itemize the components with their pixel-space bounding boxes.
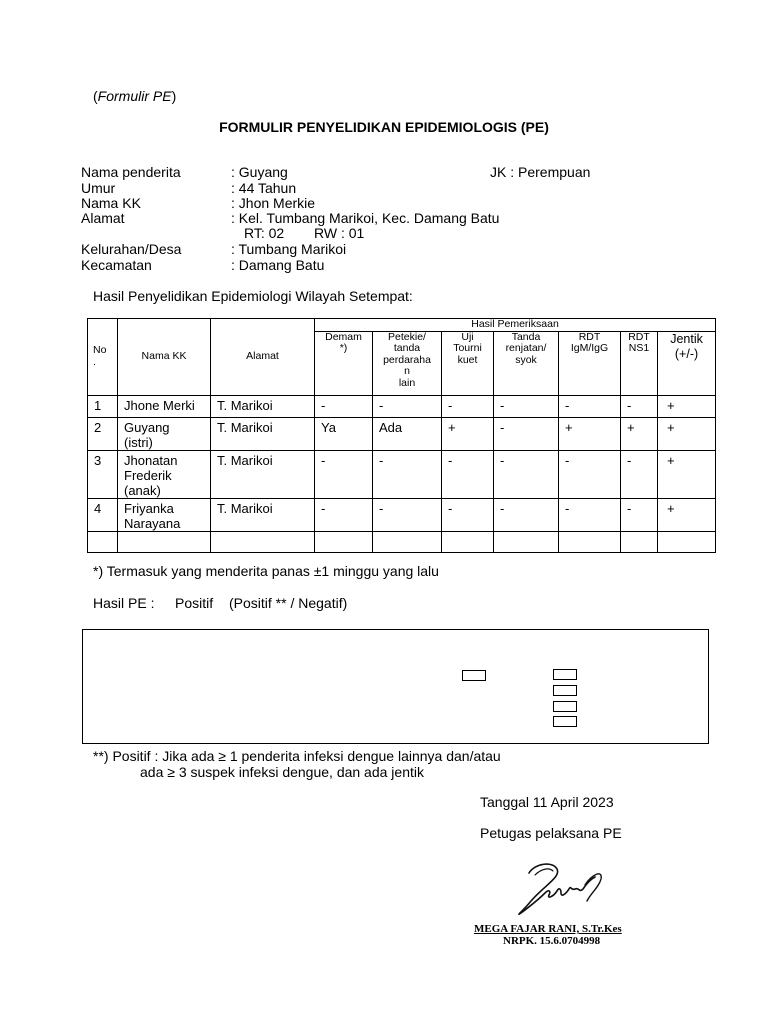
kk-label: Nama KK [81, 195, 141, 211]
header-demam: Demam *) [315, 331, 373, 395]
checkbox[interactable] [553, 685, 577, 696]
cell-nama: Guyang (istri) [118, 417, 211, 450]
cell-demam: Ya [315, 417, 373, 450]
cell-jentik: + [658, 395, 716, 417]
cell-nama: Friyanka Narayana [118, 498, 211, 531]
footnote-positif-line2: ada ≥ 3 suspek infeksi dengue, dan ada jentik [140, 764, 424, 780]
cell-no: 2 [88, 417, 118, 450]
signature-date: Tanggal 11 April 2023 [480, 794, 614, 810]
checkbox[interactable] [553, 701, 577, 712]
kk-value: : Jhon Merkie [231, 195, 316, 211]
cell-rdt-igm: - [559, 450, 621, 498]
cell-rdt-ns1: + [621, 417, 658, 450]
umur-value: : 44 Tahun [231, 180, 297, 196]
header-rdt-ns1: RDT NS1 [621, 331, 658, 395]
signature-image [505, 855, 615, 925]
cell-petekie: - [373, 395, 442, 417]
footnote-positif-line1: **) Positif : Jika ada ≥ 1 penderita infeksi dengue lainnya dan/atau [93, 748, 501, 764]
cell-uji: - [442, 450, 494, 498]
footnote-demam: *) Termasuk yang menderita panas ±1 minggu yang lalu [93, 563, 439, 579]
cell-petekie: - [373, 450, 442, 498]
cell-no: 4 [88, 498, 118, 531]
jk-value: JK : Perempuan [490, 164, 591, 180]
cell-rdt-ns1: - [621, 498, 658, 531]
cell-petekie: Ada [373, 417, 442, 450]
cell-demam: - [315, 498, 373, 531]
table-row [88, 417, 716, 450]
hasil-pe-label: Hasil PE : [93, 595, 155, 611]
checkbox[interactable] [553, 669, 577, 680]
table-caption: Hasil Penyelidikan Epidemiologi Wilayah Setempat: [93, 288, 413, 304]
alamat-label: Alamat [81, 210, 125, 226]
criteria-box [82, 629, 709, 744]
header-renjatan: Tanda renjatan/ syok [494, 331, 559, 395]
table-row [88, 450, 716, 498]
header-jentik: Jentik (+/-) [658, 331, 716, 395]
nama-value: : Guyang [231, 164, 288, 180]
header-no: No . [88, 319, 118, 396]
signatory-nrpk: NRPK. 15.6.0704998 [503, 935, 601, 947]
hasil-pe-options: (Positif ** / Negatif) [229, 595, 348, 611]
cell-renjatan: - [494, 395, 559, 417]
cell-renjatan: - [494, 417, 559, 450]
cell-uji: - [442, 498, 494, 531]
rt-value: RT: 02 [244, 225, 285, 241]
checkbox[interactable] [462, 670, 486, 681]
alamat-value: : Kel. Tumbang Marikoi, Kec. Damang Batu [231, 210, 500, 226]
cell-rdt-igm: - [559, 498, 621, 531]
cell-no: 3 [88, 450, 118, 498]
kelurahan-label: Kelurahan/Desa [81, 241, 182, 257]
cell-no: 1 [88, 395, 118, 417]
header-petekie: Petekie/ tanda perdaraha n lain [373, 331, 442, 395]
header-uji-tourniquet: Uji Tourni kuet [442, 331, 494, 395]
page-title: FORMULIR PENYELIDIKAN EPIDEMIOLOGIS (PE) [219, 119, 549, 135]
cell-rdt-igm: + [559, 417, 621, 450]
cell-demam: - [315, 395, 373, 417]
rw-value: RW : 01 [314, 225, 365, 241]
cell-rdt-ns1: - [621, 395, 658, 417]
kecamatan-value: : Damang Batu [231, 257, 325, 273]
pe-results-table [87, 318, 716, 553]
cell-jentik: + [658, 498, 716, 531]
cell-uji: - [442, 395, 494, 417]
cell-demam: - [315, 450, 373, 498]
nama-label: Nama penderita [81, 164, 181, 180]
table-row [88, 395, 716, 417]
signatory-name: MEGA FAJAR RANI, S.Tr.Kes [474, 923, 622, 935]
cell-alamat: T. Marikoi [211, 450, 315, 498]
umur-label: Umur [81, 180, 116, 196]
hasil-pe-value: Positif [175, 595, 214, 611]
cell-rdt-igm: - [559, 395, 621, 417]
form-label: (Formulir PE) [93, 88, 177, 104]
header-alamat: Alamat [211, 319, 315, 396]
cell-jentik: + [658, 417, 716, 450]
cell-rdt-ns1: - [621, 450, 658, 498]
info-row-nama [81, 164, 701, 180]
cell-alamat: T. Marikoi [211, 395, 315, 417]
table-row [88, 498, 716, 531]
signature-role: Petugas pelaksana PE [480, 825, 622, 841]
cell-nama: Jhonatan Frederik (anak) [118, 450, 211, 498]
cell-nama: Jhone Merki [118, 395, 211, 417]
table-row-empty [88, 531, 716, 552]
cell-uji: + [442, 417, 494, 450]
header-hasil-pemeriksaan: Hasil Pemeriksaan [315, 319, 716, 332]
cell-jentik: + [658, 450, 716, 498]
cell-petekie: - [373, 498, 442, 531]
kecamatan-label: Kecamatan [81, 257, 152, 273]
cell-alamat: T. Marikoi [211, 417, 315, 450]
header-nama-kk: Nama KK [118, 319, 211, 396]
kelurahan-value: : Tumbang Marikoi [231, 241, 347, 257]
cell-alamat: T. Marikoi [211, 498, 315, 531]
checkbox[interactable] [553, 716, 577, 727]
cell-renjatan: - [494, 450, 559, 498]
header-rdt-igm: RDT IgM/IgG [559, 331, 621, 395]
cell-renjatan: - [494, 498, 559, 531]
